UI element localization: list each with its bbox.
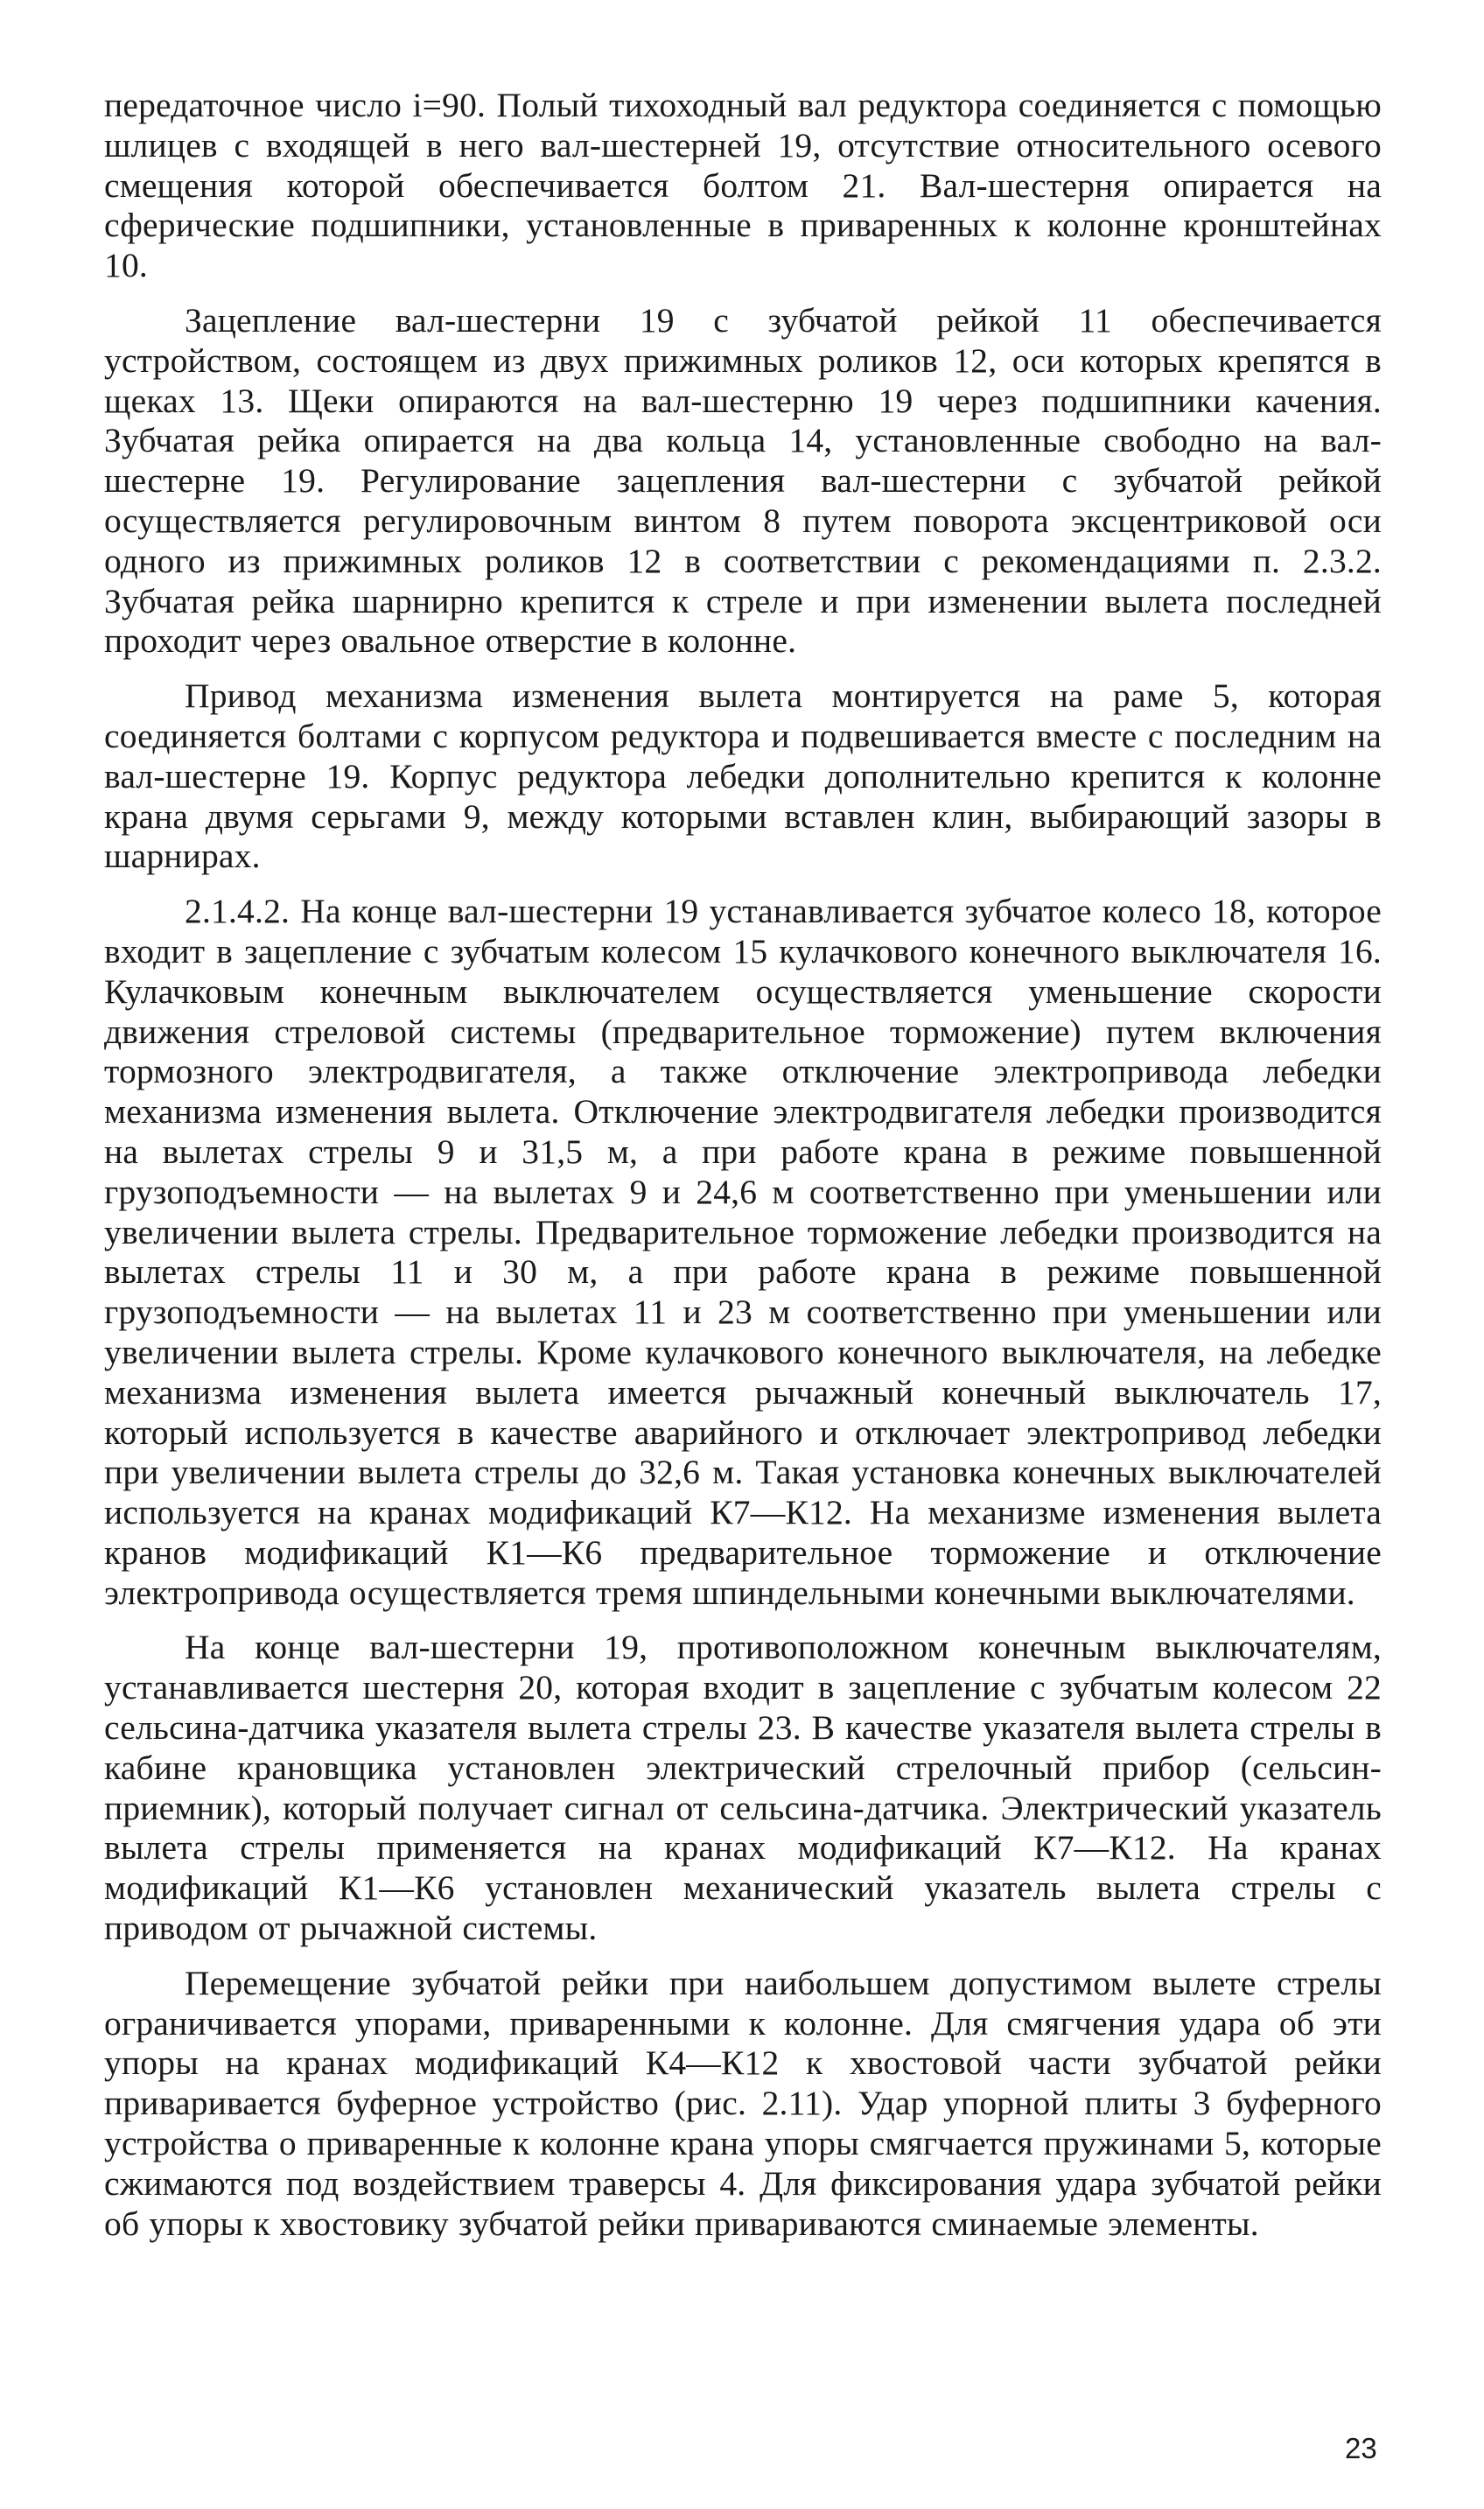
paragraph-3: Привод механизма изменения вылета монтируется на раме 5, которая соединяется болтами с корпусом редуктора и подвешивается вместе с последним на вал-шестерне 19. Корпус редуктора лебедки дополнительно крепится к колонне крана двумя серьгами 9, между которыми вставлен клин, выбирающий зазоры в шарнирах.: [104, 676, 1382, 876]
paragraph-2: Зацепление вал-шестерни 19 с зубчатой рейкой 11 обеспечивается устройством, состоящем из двух прижимных роликов 12, оси которых крепятся в щеках 13. Щеки опираются на вал-шестерню 19 через подшипники качения. Зубчатая рейка опирается на два кольца 14, установленные свободно на вал-шестерне 19. Регулирование зацепления вал-шестерни с зубчатой рейкой осуществляется регулировочным винтом 8 путем поворота эксцентриковой оси одного из прижимных роликов 12 в соответствии с рекомендациями п. 2.3.2. Зубчатая рейка шарнирно крепится к стреле и при изменении вылета последней проходит через овальное отверстие в колонне.: [104, 300, 1382, 661]
page-body: [104, 86, 1382, 2259]
page-number: 23: [1345, 2432, 1377, 2464]
paragraph-5: На конце вал-шестерни 19, противоположном конечным выключателям, устанавливается шестерня 20, которая входит в зацепление с зубчатым колесом 22 сельсина-датчика указателя вылета стрелы 23. В качестве указателя вылета стрелы в кабине крановщика установлен электрический стрелочный прибор (сельсин-приемник), который получает сигнал от сельсина-датчика. Электрический указатель вылета стрелы применяется на кранах модификаций К7—К12. На кранах модификаций К1—К6 установлен механический указатель вылета стрелы с приводом от рычажной системы.: [104, 1628, 1382, 1948]
paragraph-6: Перемещение зубчатой рейки при наибольшем допустимом вылете стрелы ограничивается упорами, приваренными к колонне. Для смягчения удара об эти упоры на кранах модификаций К4—К12 к хвостовой части зубчатой рейки приваривается буферное устройство (рис. 2.11). Удар упорной плиты 3 буферного устройства о приваренные к колонне крана упоры смягчается пружинами 5, которые сжимаются под воздействием траверсы 4. Для фиксирования удара зубчатой рейки об упоры к хвостовику зубчатой рейки привариваются сминаемые элементы.: [104, 1963, 1382, 2243]
paragraph-4: 2.1.4.2. На конце вал-шестерни 19 устанавливается зубчатое колесо 18, которое входит в зацепление с зубчатым колесом 15 кулачкового конечного выключателя 16. Кулачковым конечным выключателем осуществляется уменьшение скорости движения стреловой системы (предварительное торможение) путем включения тормозного электродвигателя, а также отключение электропривода лебедки механизма изменения вылета. Отключение электродвигателя лебедки производится на вылетах стрелы 9 и 31,5 м, а при работе крана в режиме повышенной грузоподъемности — на вылетах 9 и 24,6 м соответственно при уменьшении или увеличении вылета стрелы. Предварительное торможение лебедки производится на вылетах стрелы 11 и 30 м, а при работе крана в режиме повышенной грузоподъемности — на вылетах 11 и 23 м соответственно при уменьшении или увеличении вылета стрелы. Кроме кулачкового конечного выключателя, на лебедке механизма изменения вылета имеется рычажный конечный выключатель 17, который используется в качестве аварийного и отключает электропривод лебедки при увеличении вылета стрелы до 32,6 м. Такая установка конечных выключателей используется на кранах модификаций К7—К12. На механизме изменения вылета кранов модификаций К1—К6 предварительное торможение и отключение электропривода осуществляется тремя шпиндельными конечными выключателями.: [104, 892, 1382, 1612]
paragraph-1: передаточное число i=90. Полый тихоходный вал редуктора соединяется с помощью шлицев с входящей в него вал-шестерней 19, отсутствие относительного осевого смещения которой обеспечивается болтом 21. Вал-шестерня опирается на сферические подшипники, установленные в приваренных к колонне кронштейнах 10.: [104, 86, 1382, 285]
